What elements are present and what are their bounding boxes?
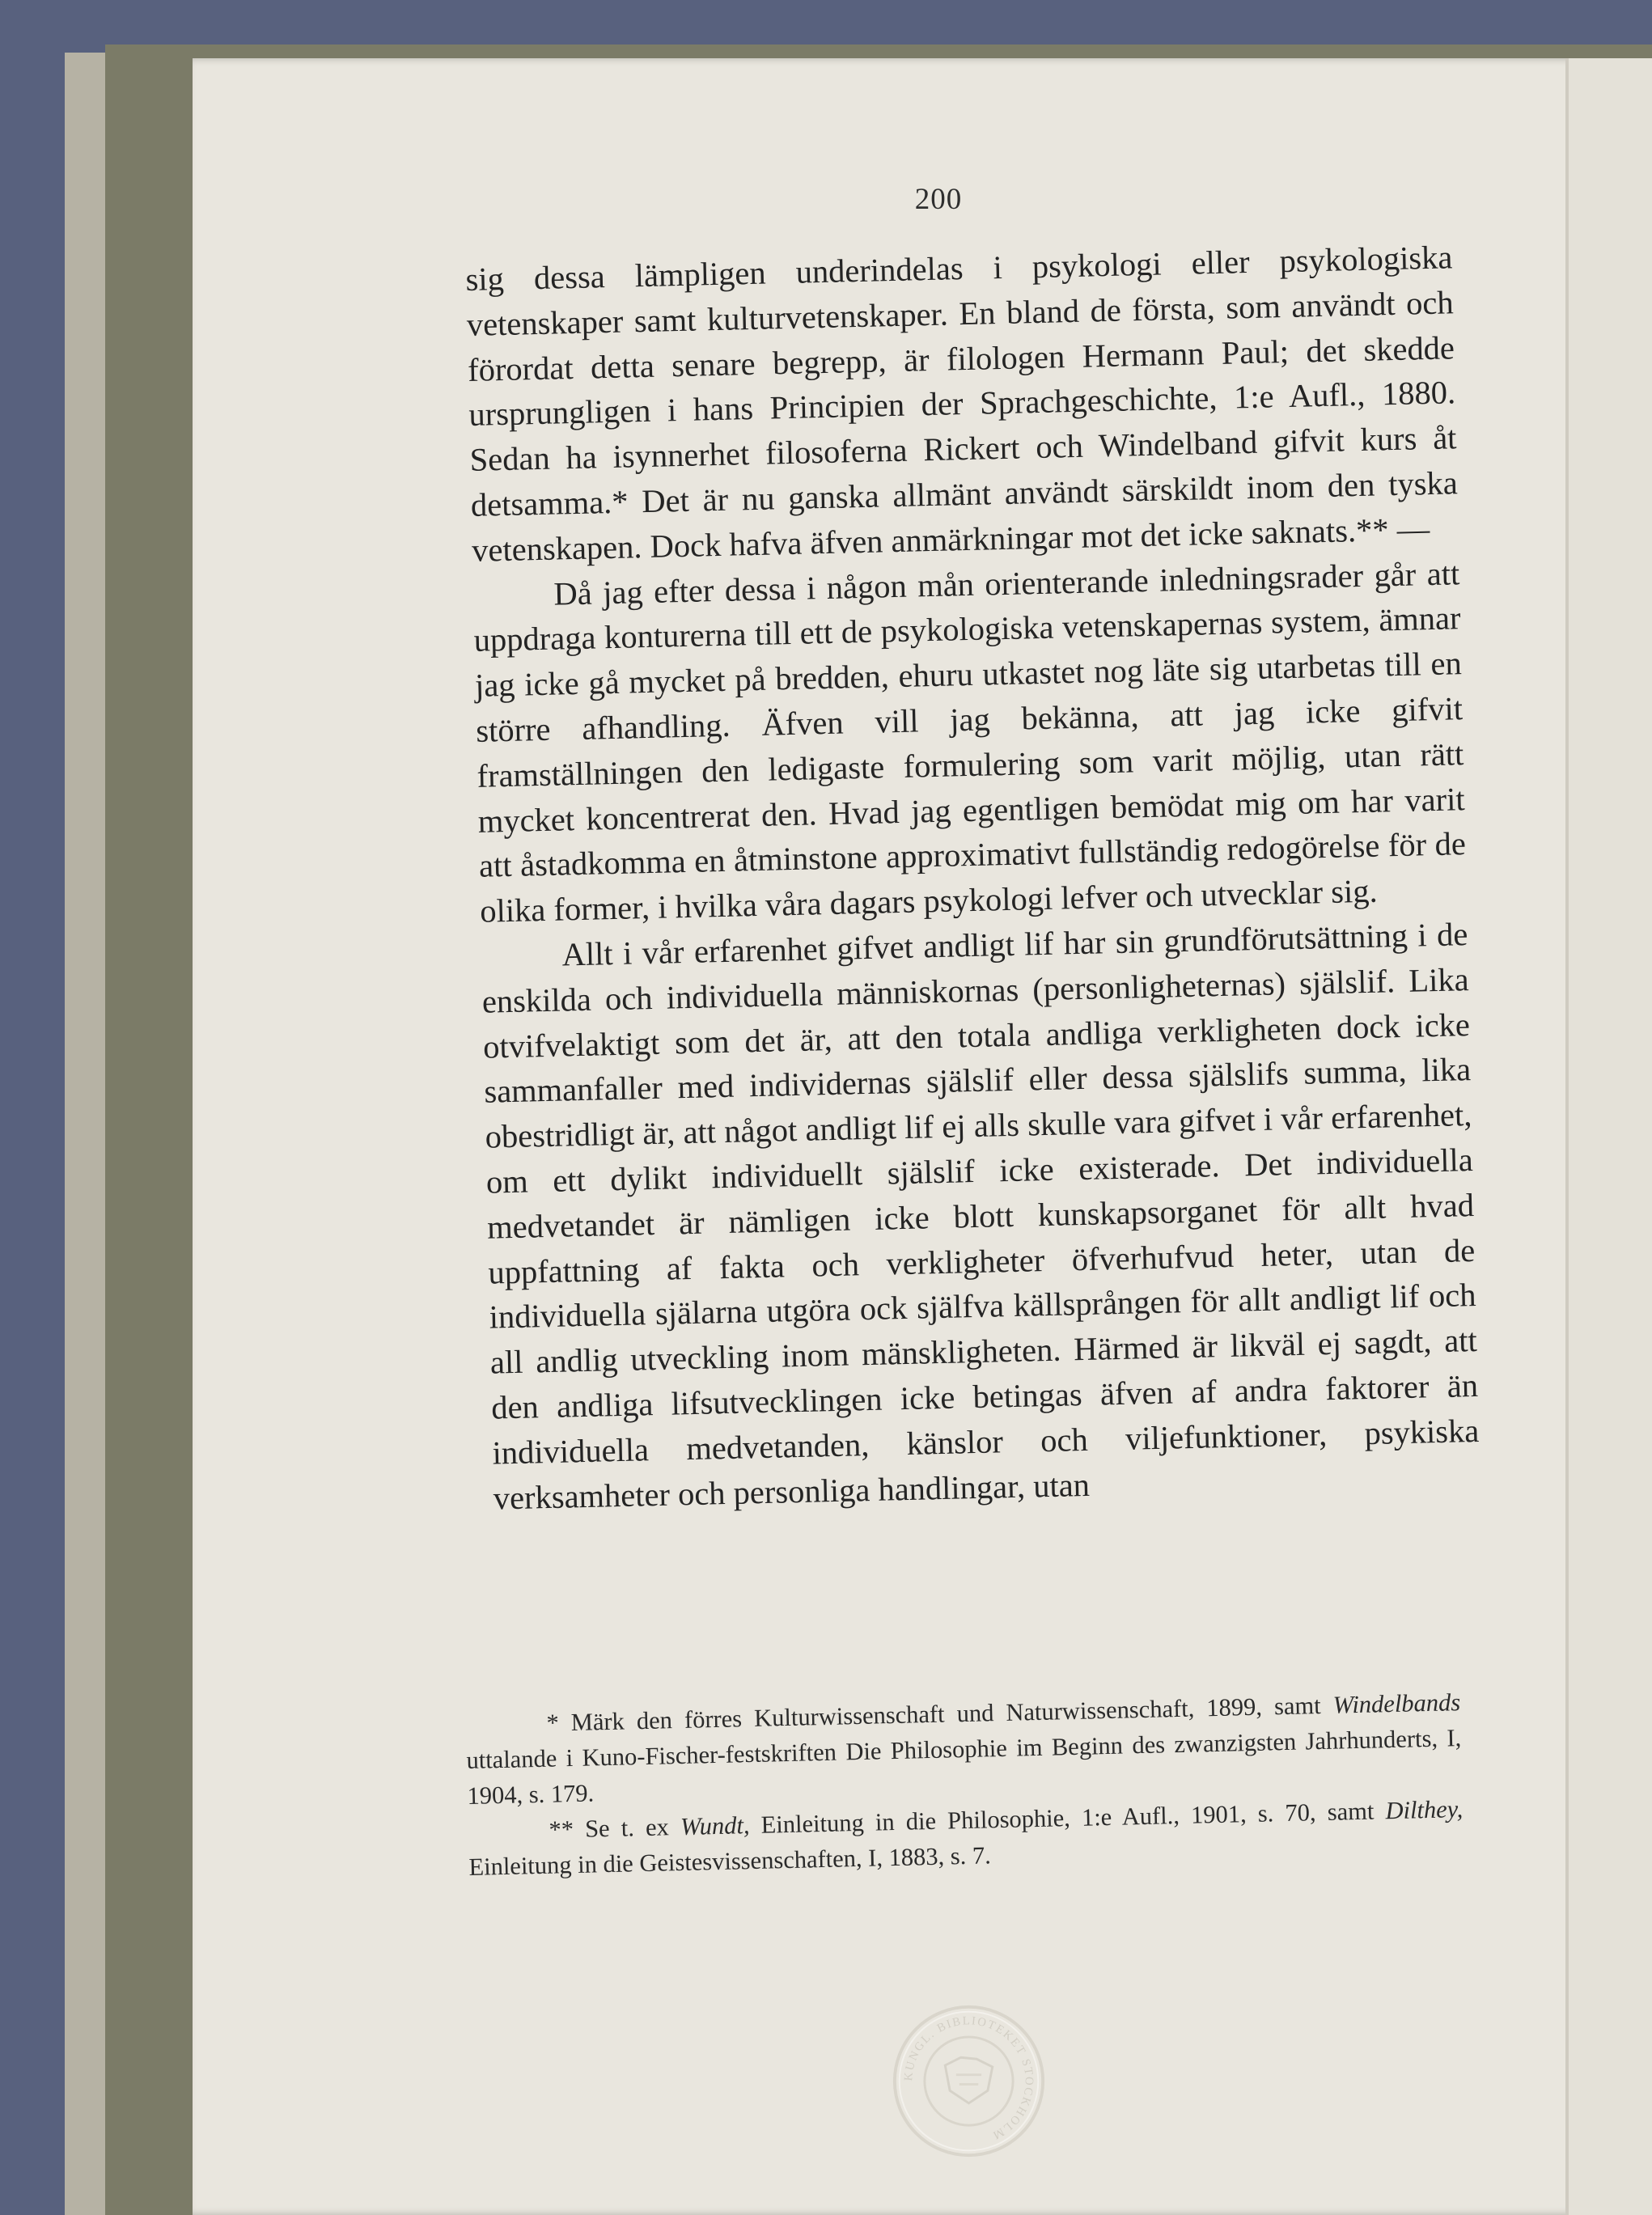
svg-text:KUNGL. BIBLIOTEKET STOCKHOLM: [902, 2014, 1036, 2142]
footnote-2-text-c: Einleitung in die Geistesvissenschaften, I, 1883, s. 7.: [468, 1841, 992, 1881]
body-text: [465, 235, 1480, 1521]
paragraph-2: Då jag efter dessa i någon mån orienterande inledningsrader går att uppdraga konturerna till ett de psykologiska vetenskapernas system, ämnar jag icke gå mycket på bredden, ehuru utkastet nog läte sig utarbetas till en större afhandling. Äfven vill jag bekänna, att jag icke gifvit framställningen den ledigaste formulering som varit möjlig, utan rätt mycket koncentrerat den. Hvad jag egentligen bemödat mig om har varit att åstadkomma en åtminstone approximativt fullständig redogörelse för de olika former, i hvilka våra dagars psykologi lefver och utvecklar sig.: [473, 554, 1467, 930]
stamp-text: KUNGL. BIBLIOTEKET STOCKHOLM: [902, 2014, 1036, 2143]
footnote-2-text-b: Einleitung in die Philosophie, 1:e Aufl., 1901, s. 70, samt: [749, 1797, 1386, 1840]
paragraph-3: Allt i vår erfarenhet gifvet andligt lif har sin grundförutsättning i de enskilda och individuella människornas (personligheternas) själslif. Lika otvifvelaktigt som det är, att den totala andliga verkligheten dock icke sammanfaller med individernas själslif eller dessa själslifs summa, lika obestridligt är, att något andligt lif ej alls skulle vara gifvet i vår erfarenhet, om ett dylikt individuellt själslif icke existerade. Det individuella medvetandet är nämligen icke blott kunskapsorganet för allt hvad uppfattning af fakta och verkligheter öfverhufvud heter, utan de individuella själarna utgöra ock själfva källsprången för allt andligt lif och all andlig utveckling inom mänskligheten. Härmed är likväl ej sagdt, att den andliga lifsutvecklingen icke betingas äfven af andra faktorer än individuella medvetanden, känslor och viljefunktioner, psykiska verksamheter och personliga handlingar, utan: [481, 916, 1480, 1517]
footnote-1-author: Windelbands: [1332, 1688, 1461, 1719]
footnote-2-text-a: ** Se t. ex: [549, 1813, 681, 1844]
footnote-1-text-b: uttalande i Kuno-Fischer-festskriften Die Philosophie im Beginn des zwanzigsten Jahrhunderts, I, 1904, s. 179.: [466, 1724, 1462, 1810]
page-number: 200: [914, 183, 963, 216]
next-leaf-edge: [1569, 58, 1652, 2215]
footnote-2-author-1: Wundt,: [680, 1811, 750, 1840]
library-stamp-icon: [890, 2002, 1048, 2160]
paragraph-1: sig dessa lämpligen underindelas i psykologi eller psykologiska vetenskaper samt kulturvetenskaper. En bland de första, som användt och förordat detta senare begrepp, är filologen Hermann Paul; det skedde ursprungligen i hans Principien der Sprachgeschichte, 1:e Aufl., 1880. Sedan ha isynnerhet filosoferna Rickert och Windelband gifvit kurs åt detsamma.* Det är nu ganska allmänt användt särskildt inom den tyska vetenskapen. Dock hafva äfven anmärkningar mot det icke saknats.** —: [465, 239, 1459, 569]
footnote-2-author-2: Dilthey,: [1385, 1795, 1464, 1825]
footnote-1-text-a: * Märk den förres Kulturwissenschaft und Naturwissenschaft, 1899, samt: [546, 1691, 1334, 1737]
footnotes: [465, 1684, 1464, 1885]
